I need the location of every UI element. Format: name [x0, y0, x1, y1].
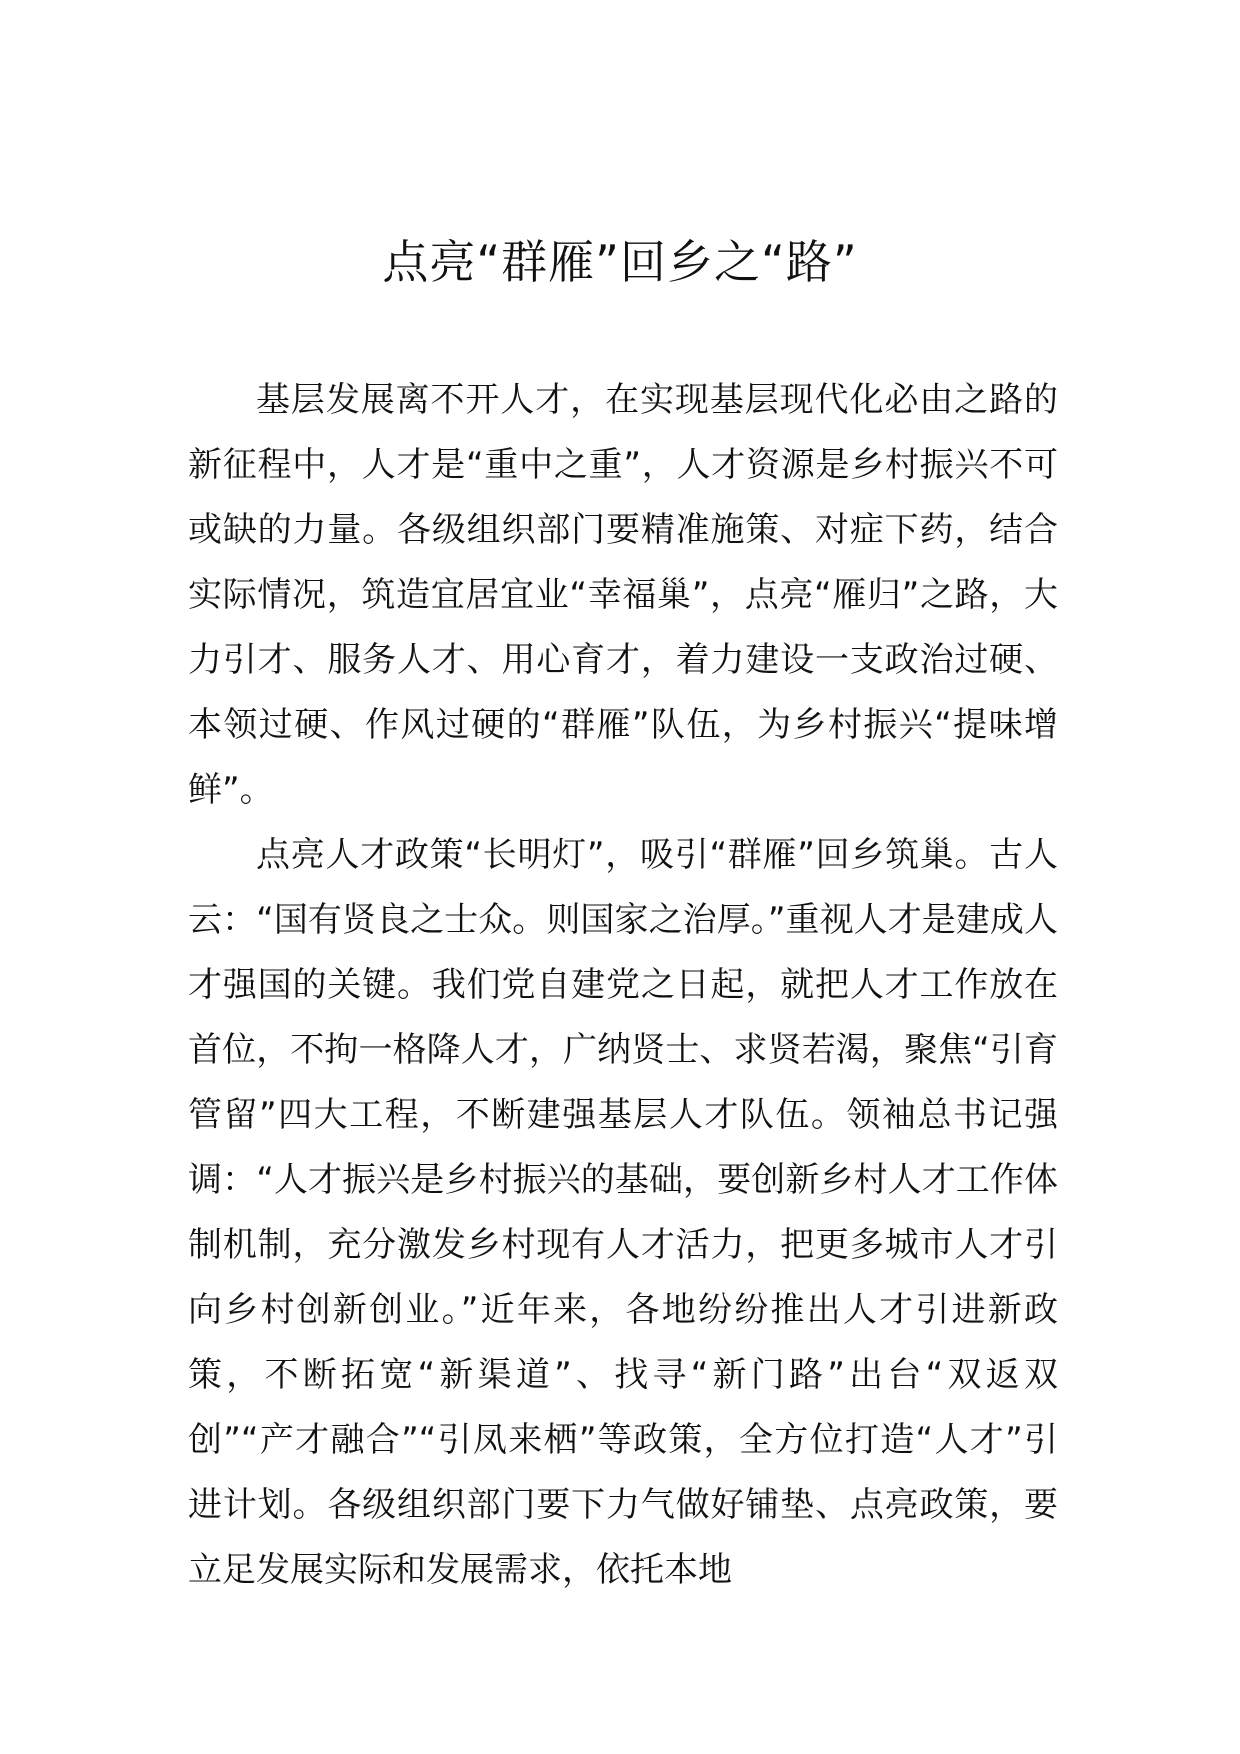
document-body	[188, 368, 1058, 1603]
paragraph-2: 点亮人才政策“长明灯”，吸引“群雁”回乡筑巢。古人云：“国有贤良之士众。则国家之治厚。”重视人才是建成人才强国的关键。我们党自建党之日起，就把人才工作放在首位，不拘一格降人才，广纳贤士、求贤若渴，聚焦“引育管留”四大工程，不断建强基层人才队伍。领袖总书记强调：“人才振兴是乡村振兴的基础，要创新乡村人才工作体制机制，充分激发乡村现有人才活力，把更多城市人才引向乡村创新创业。”近年来，各地纷纷推出人才引进新政策，不断拓宽“新渠道”、找寻“新门路”出台“双返双创”“产才融合”“引凤来栖”等政策，全方位打造“人才”引进计划。各级组织部门要下力气做好铺垫、点亮政策，要立足发展实际和发展需求，依托本地	[188, 835, 1058, 1590]
paragraph-1: 基层发展离不开人才，在实现基层现代化必由之路的新征程中，人才是“重中之重”，人才资源是乡村振兴不可或缺的力量。各级组织部门要精准施策、对症下药，结合实际情况，筑造宜居宜业“幸福巢”，点亮“雁归”之路，大力引才、服务人才、用心育才，着力建设一支政治过硬、本领过硬、作风过硬的“群雁”队伍，为乡村振兴“提味增鲜”。	[188, 380, 1058, 810]
document-title: 点亮“群雁”回乡之“路”	[382, 235, 858, 289]
